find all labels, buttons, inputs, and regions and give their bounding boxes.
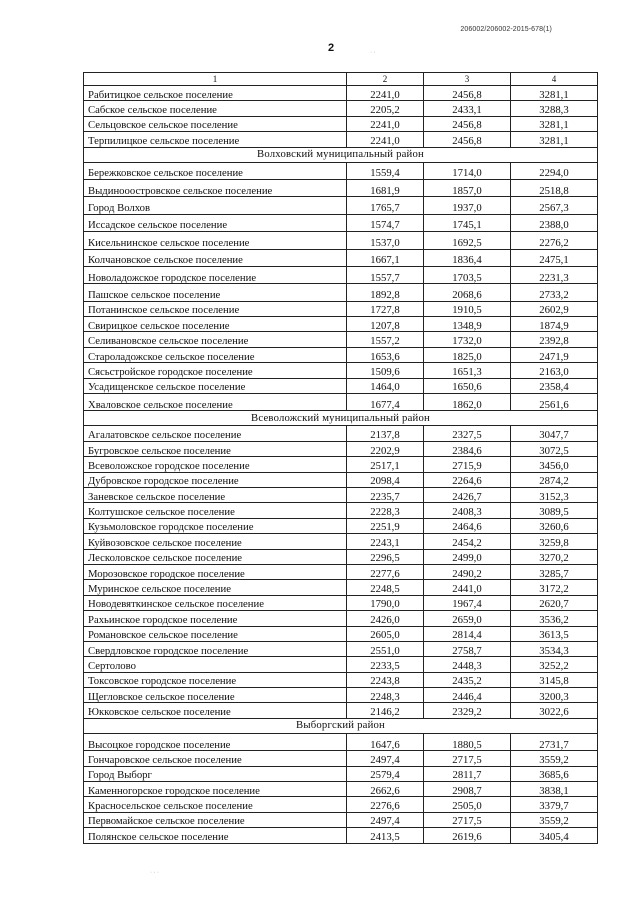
value-cell: 2567,3 — [511, 197, 598, 214]
value-cell: 2475,1 — [511, 249, 598, 266]
value-cell: 1667,1 — [347, 249, 424, 266]
table-row — [84, 611, 598, 626]
value-cell: 2659,0 — [424, 611, 511, 626]
table-row — [84, 116, 598, 131]
settlement-name: Первомайское сельское поселение — [84, 812, 347, 827]
settlement-name: Выдинооостровское сельское поселение — [84, 179, 347, 196]
value-cell: 2619,6 — [424, 828, 511, 843]
value-cell: 2448,3 — [424, 657, 511, 672]
value-cell: 2605,0 — [347, 626, 424, 641]
column-number: 3 — [424, 73, 511, 86]
value-cell: 3536,2 — [511, 611, 598, 626]
value-cell: 1892,8 — [347, 284, 424, 301]
scan-speck: · · — [370, 50, 376, 56]
value-cell: 3281,1 — [511, 116, 598, 131]
value-cell: 3172,2 — [511, 580, 598, 595]
value-cell: 1880,5 — [424, 733, 511, 750]
table-row — [84, 394, 598, 411]
settlement-name: Муринское сельское поселение — [84, 580, 347, 595]
settlement-name: Каменногорское городское поселение — [84, 782, 347, 797]
value-cell: 2561,6 — [511, 394, 598, 411]
column-number-row — [84, 73, 598, 86]
value-cell: 1967,4 — [424, 595, 511, 610]
value-cell: 1910,5 — [424, 301, 511, 316]
value-cell: 3270,2 — [511, 549, 598, 564]
value-cell: 2276,2 — [511, 232, 598, 249]
value-cell: 2098,4 — [347, 472, 424, 487]
settlement-name: Рабитицкое сельское поселение — [84, 86, 347, 101]
value-cell: 3685,6 — [511, 766, 598, 781]
table-row — [84, 457, 598, 472]
value-cell: 2602,9 — [511, 301, 598, 316]
table-row — [84, 162, 598, 179]
scan-speck: · · · — [150, 870, 159, 876]
settlement-name: Усадищенское сельское поселение — [84, 378, 347, 393]
table-row — [84, 249, 598, 266]
settlement-name: Гончаровское сельское поселение — [84, 751, 347, 766]
table-row — [84, 317, 598, 332]
table-row — [84, 518, 598, 533]
value-cell: 1825,0 — [424, 347, 511, 362]
value-cell: 2327,5 — [424, 426, 511, 441]
value-cell: 2579,4 — [347, 766, 424, 781]
table-row — [84, 672, 598, 687]
value-cell: 2717,5 — [424, 812, 511, 827]
settlement-name: Кузьмоловское городское поселение — [84, 518, 347, 533]
settlement-name: Свердловское городское поселение — [84, 641, 347, 656]
value-cell: 1537,0 — [347, 232, 424, 249]
settlement-name: Город Волхов — [84, 197, 347, 214]
value-cell: 2146,2 — [347, 703, 424, 718]
value-cell: 2248,5 — [347, 580, 424, 595]
value-cell: 2241,0 — [347, 116, 424, 131]
column-number: 1 — [84, 73, 347, 86]
table-row — [84, 266, 598, 283]
value-cell: 1790,0 — [347, 595, 424, 610]
table-row — [84, 132, 598, 147]
value-cell: 3559,2 — [511, 751, 598, 766]
table-row — [84, 214, 598, 231]
table-row — [84, 472, 598, 487]
value-cell: 2814,4 — [424, 626, 511, 641]
value-cell: 3259,8 — [511, 534, 598, 549]
value-cell: 1703,5 — [424, 266, 511, 283]
value-cell: 2441,0 — [424, 580, 511, 595]
table-row — [84, 284, 598, 301]
value-cell: 3145,8 — [511, 672, 598, 687]
value-cell: 1348,9 — [424, 317, 511, 332]
settlement-name: Морозовское городское поселение — [84, 564, 347, 579]
value-cell: 3252,2 — [511, 657, 598, 672]
value-cell: 2235,7 — [347, 487, 424, 502]
value-cell: 2456,8 — [424, 132, 511, 147]
settlement-name: Высоцкое городское поселение — [84, 733, 347, 750]
table-row — [84, 657, 598, 672]
value-cell: 2205,2 — [347, 101, 424, 116]
value-cell: 1692,5 — [424, 232, 511, 249]
value-cell: 2426,0 — [347, 611, 424, 626]
value-cell: 3047,7 — [511, 426, 598, 441]
value-cell: 2068,6 — [424, 284, 511, 301]
value-cell: 1559,4 — [347, 162, 424, 179]
table-row — [84, 347, 598, 362]
value-cell: 1937,0 — [424, 197, 511, 214]
value-cell: 2811,7 — [424, 766, 511, 781]
settlement-name: Староладожское сельское поселение — [84, 347, 347, 362]
value-cell: 2426,7 — [424, 487, 511, 502]
value-cell: 2384,6 — [424, 441, 511, 456]
district-name: Волховский муниципальный район — [84, 147, 598, 162]
district-header-row — [84, 147, 598, 162]
settlement-name: Лесколовское сельское поселение — [84, 549, 347, 564]
table-row — [84, 101, 598, 116]
settlement-name: Бугровское сельское поселение — [84, 441, 347, 456]
table-row — [84, 595, 598, 610]
value-cell: 3838,1 — [511, 782, 598, 797]
table-row — [84, 626, 598, 641]
table-row — [84, 549, 598, 564]
value-cell: 2446,4 — [424, 688, 511, 703]
settlement-name: Токсовское городское поселение — [84, 672, 347, 687]
settlement-name: Город Выборг — [84, 766, 347, 781]
settlement-name: Сабское сельское поселение — [84, 101, 347, 116]
value-cell: 3152,3 — [511, 487, 598, 502]
value-cell: 2497,4 — [347, 812, 424, 827]
value-cell: 1714,0 — [424, 162, 511, 179]
value-cell: 2620,7 — [511, 595, 598, 610]
value-cell: 1509,6 — [347, 363, 424, 378]
value-cell: 2294,0 — [511, 162, 598, 179]
value-cell: 3405,4 — [511, 828, 598, 843]
value-cell: 2392,8 — [511, 332, 598, 347]
settlement-name: Хваловское сельское поселение — [84, 394, 347, 411]
table-row — [84, 441, 598, 456]
settlement-name: Свирицкое сельское поселение — [84, 317, 347, 332]
value-cell: 2264,6 — [424, 472, 511, 487]
value-cell: 2231,3 — [511, 266, 598, 283]
value-cell: 1557,2 — [347, 332, 424, 347]
value-cell: 1681,9 — [347, 179, 424, 196]
table-row — [84, 363, 598, 378]
value-cell: 2499,0 — [424, 549, 511, 564]
settlement-name: Агалатовское сельское поселение — [84, 426, 347, 441]
table-row — [84, 503, 598, 518]
value-cell: 2662,6 — [347, 782, 424, 797]
value-cell: 2456,8 — [424, 116, 511, 131]
settlement-name: Бережковское сельское поселение — [84, 162, 347, 179]
settlement-name: Заневское сельское поселение — [84, 487, 347, 502]
value-cell: 3285,7 — [511, 564, 598, 579]
value-cell: 1557,7 — [347, 266, 424, 283]
table-row — [84, 487, 598, 502]
value-cell: 2248,3 — [347, 688, 424, 703]
table-row — [84, 378, 598, 393]
value-cell: 3089,5 — [511, 503, 598, 518]
value-cell: 2163,0 — [511, 363, 598, 378]
settlement-name: Рахьинское городское поселение — [84, 611, 347, 626]
value-cell: 2277,6 — [347, 564, 424, 579]
value-cell: 3456,0 — [511, 457, 598, 472]
value-cell: 1745,1 — [424, 214, 511, 231]
district-header-row — [84, 411, 598, 426]
table-row — [84, 301, 598, 316]
value-cell: 2505,0 — [424, 797, 511, 812]
settlement-name: Пашское сельское поселение — [84, 284, 347, 301]
value-cell: 3072,5 — [511, 441, 598, 456]
table-row — [84, 751, 598, 766]
value-cell: 2435,2 — [424, 672, 511, 687]
settlement-name: Полянское сельское поселение — [84, 828, 347, 843]
settlement-name: Терпилицкое сельское поселение — [84, 132, 347, 147]
value-cell: 3613,5 — [511, 626, 598, 641]
district-name: Всеволожский муниципальный район — [84, 411, 598, 426]
settlement-name: Дубровское городское поселение — [84, 472, 347, 487]
value-cell: 2202,9 — [347, 441, 424, 456]
value-cell: 2464,6 — [424, 518, 511, 533]
value-cell: 1574,7 — [347, 214, 424, 231]
value-cell: 1732,0 — [424, 332, 511, 347]
table-row — [84, 812, 598, 827]
value-cell: 2733,2 — [511, 284, 598, 301]
value-cell: 1647,6 — [347, 733, 424, 750]
table-row — [84, 197, 598, 214]
value-cell: 1857,0 — [424, 179, 511, 196]
value-cell: 1836,4 — [424, 249, 511, 266]
table-row — [84, 179, 598, 196]
value-cell: 2517,1 — [347, 457, 424, 472]
settlement-name: Романовское сельское поселение — [84, 626, 347, 641]
value-cell: 2241,0 — [347, 132, 424, 147]
table-row — [84, 232, 598, 249]
value-cell: 2471,9 — [511, 347, 598, 362]
value-cell: 1207,8 — [347, 317, 424, 332]
settlement-name: Всеволожское городское поселение — [84, 457, 347, 472]
value-cell: 2456,8 — [424, 86, 511, 101]
settlements-table-body — [84, 73, 598, 844]
document-code: 206002/206002-2015-678(1) — [460, 26, 552, 33]
value-cell: 2454,2 — [424, 534, 511, 549]
value-cell: 2233,5 — [347, 657, 424, 672]
table-row — [84, 782, 598, 797]
value-cell: 1677,4 — [347, 394, 424, 411]
value-cell: 3281,1 — [511, 132, 598, 147]
value-cell: 2908,7 — [424, 782, 511, 797]
value-cell: 1727,8 — [347, 301, 424, 316]
value-cell: 3022,6 — [511, 703, 598, 718]
settlement-name: Кисельнинское сельское поселение — [84, 232, 347, 249]
value-cell: 2731,7 — [511, 733, 598, 750]
table-row — [84, 426, 598, 441]
value-cell: 2551,0 — [347, 641, 424, 656]
district-name: Выборгский район — [84, 718, 598, 733]
value-cell: 1650,6 — [424, 378, 511, 393]
settlement-name: Сясьстройское городское поселение — [84, 363, 347, 378]
settlement-name: Селивановское сельское поселение — [84, 332, 347, 347]
table-row — [84, 580, 598, 595]
value-cell: 3379,7 — [511, 797, 598, 812]
value-cell: 3288,3 — [511, 101, 598, 116]
value-cell: 2276,6 — [347, 797, 424, 812]
value-cell: 1765,7 — [347, 197, 424, 214]
value-cell: 2433,1 — [424, 101, 511, 116]
value-cell: 2408,3 — [424, 503, 511, 518]
table-row — [84, 828, 598, 843]
settlement-name: Колтушское сельское поселение — [84, 503, 347, 518]
settlement-name: Иссадское сельское поселение — [84, 214, 347, 231]
table-row — [84, 797, 598, 812]
settlement-name: Щегловское сельское поселение — [84, 688, 347, 703]
value-cell: 1651,3 — [424, 363, 511, 378]
value-cell: 3559,2 — [511, 812, 598, 827]
settlement-name: Сельцовское сельское поселение — [84, 116, 347, 131]
value-cell: 3281,1 — [511, 86, 598, 101]
settlement-name: Сертолово — [84, 657, 347, 672]
page-number: 2 — [328, 42, 335, 54]
value-cell: 2243,8 — [347, 672, 424, 687]
value-cell: 2715,9 — [424, 457, 511, 472]
value-cell: 2518,8 — [511, 179, 598, 196]
settlement-name: Красносельское сельское поселение — [84, 797, 347, 812]
column-number: 4 — [511, 73, 598, 86]
value-cell: 1653,6 — [347, 347, 424, 362]
value-cell: 2296,5 — [347, 549, 424, 564]
settlement-name: Юкковское сельское поселение — [84, 703, 347, 718]
value-cell: 2241,0 — [347, 86, 424, 101]
value-cell: 2490,2 — [424, 564, 511, 579]
column-number: 2 — [347, 73, 424, 86]
table-row — [84, 733, 598, 750]
value-cell: 1464,0 — [347, 378, 424, 393]
value-cell: 2358,4 — [511, 378, 598, 393]
value-cell: 2717,5 — [424, 751, 511, 766]
table-row — [84, 86, 598, 101]
value-cell: 3260,6 — [511, 518, 598, 533]
table-row — [84, 688, 598, 703]
value-cell: 2388,0 — [511, 214, 598, 231]
settlement-name: Потанинское сельское поселение — [84, 301, 347, 316]
value-cell: 2251,9 — [347, 518, 424, 533]
value-cell: 2413,5 — [347, 828, 424, 843]
table-row — [84, 332, 598, 347]
table-row — [84, 703, 598, 718]
district-header-row — [84, 718, 598, 733]
settlement-name: Новодевяткинское сельское поселение — [84, 595, 347, 610]
value-cell: 2228,3 — [347, 503, 424, 518]
settlement-name: Новоладожское городское поселение — [84, 266, 347, 283]
table-row — [84, 766, 598, 781]
value-cell: 2874,2 — [511, 472, 598, 487]
value-cell: 2758,7 — [424, 641, 511, 656]
table-row — [84, 641, 598, 656]
value-cell: 2497,4 — [347, 751, 424, 766]
value-cell: 1862,0 — [424, 394, 511, 411]
value-cell: 3534,3 — [511, 641, 598, 656]
value-cell: 2329,2 — [424, 703, 511, 718]
value-cell: 2137,8 — [347, 426, 424, 441]
table-row — [84, 564, 598, 579]
settlement-name: Колчановское сельское поселение — [84, 249, 347, 266]
value-cell: 3200,3 — [511, 688, 598, 703]
settlement-name: Куйвозовское сельское поселение — [84, 534, 347, 549]
table-row — [84, 534, 598, 549]
value-cell: 2243,1 — [347, 534, 424, 549]
settlements-table — [83, 72, 598, 844]
value-cell: 1874,9 — [511, 317, 598, 332]
